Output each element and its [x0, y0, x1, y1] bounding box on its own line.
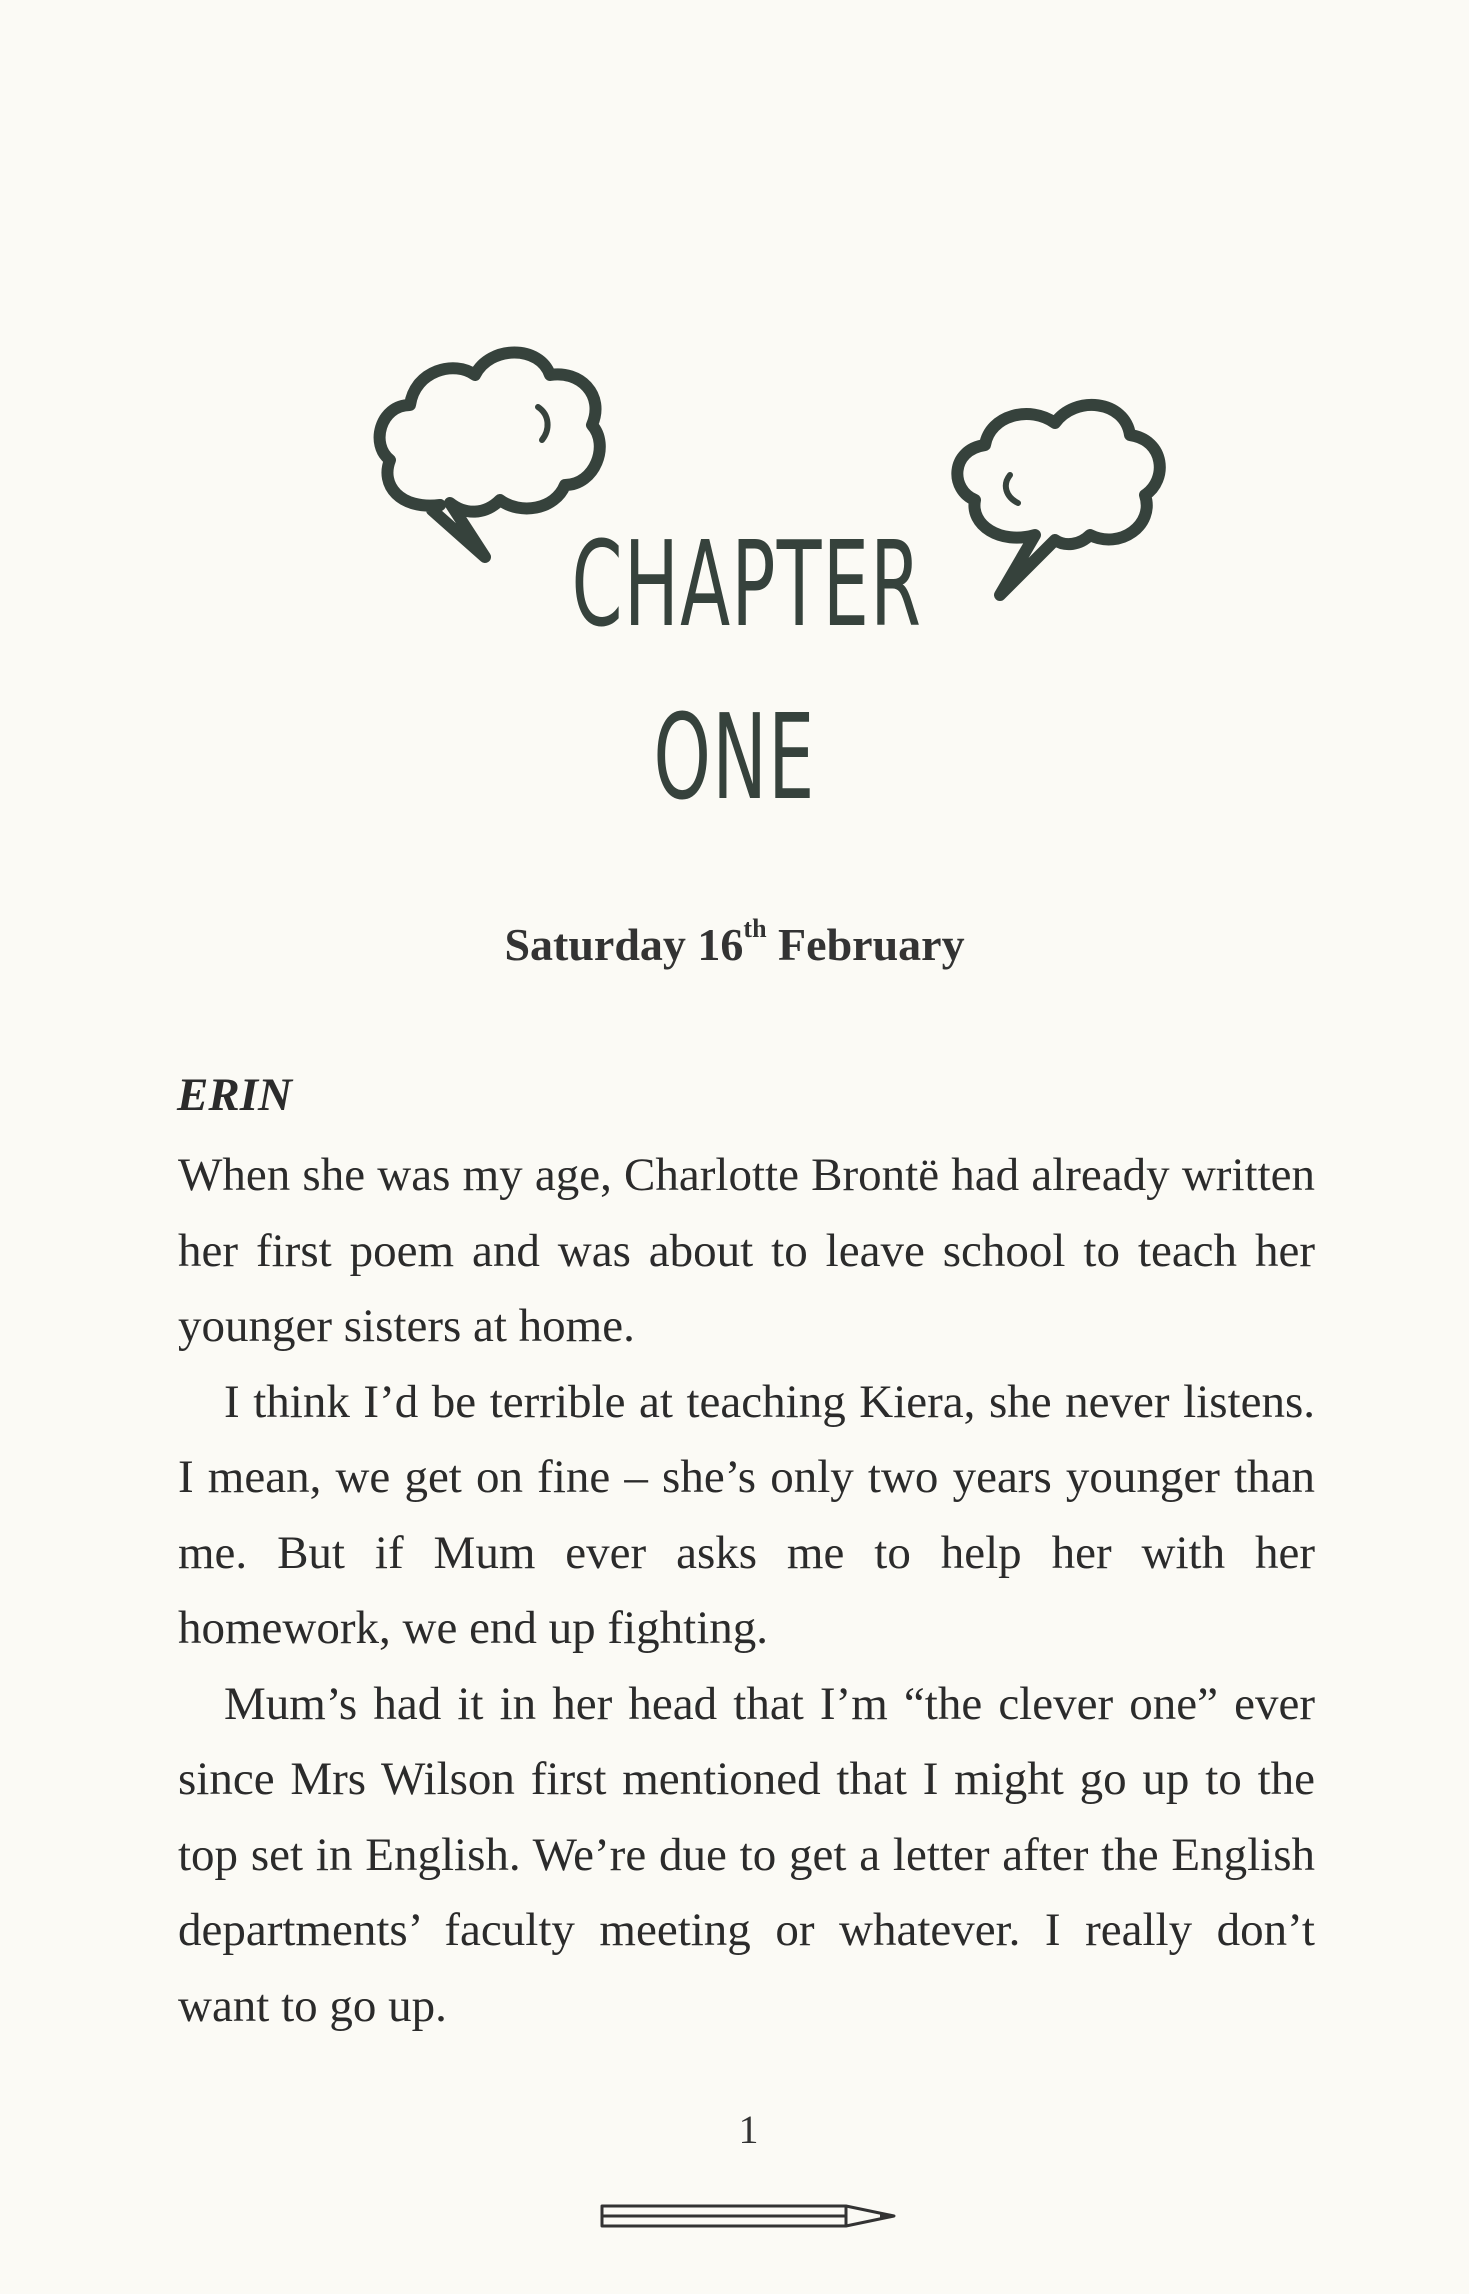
- pencil-icon: [598, 2198, 898, 2234]
- page-number: 1: [738, 2107, 759, 2152]
- chapter-heading-word2: ONE: [653, 688, 816, 826]
- paragraph-1: When she was my age, Charlotte Brontë had already written her first poem and was about to leave school to teach her younger sisters at home.: [178, 1149, 1315, 1352]
- date-day: Saturday 16: [504, 919, 744, 970]
- paragraph-2: I think I’d be terrible at teaching Kiera, she never listens. I mean, we get on fine – she’s only two years younger than me. But if Mum ever asks me to help her with her homework, we end up fighting.: [178, 1375, 1315, 1654]
- speaker-name: ERIN: [177, 1069, 292, 1121]
- date-month: February: [778, 919, 965, 970]
- paragraph-3: Mum’s had it in her head that I’m “the clever one” ever since Mrs Wilson first mentioned that I might go up to the top set in English. We’re due to get a letter after the English departments’ faculty meeting or whatever. I really don’t want to go up.: [178, 1677, 1315, 2032]
- entry-date: [0, 914, 1469, 971]
- chapter-heading-word1: CHAPTER: [571, 515, 923, 653]
- body-text: [178, 1138, 1315, 2044]
- date-ordinal: th: [743, 914, 767, 943]
